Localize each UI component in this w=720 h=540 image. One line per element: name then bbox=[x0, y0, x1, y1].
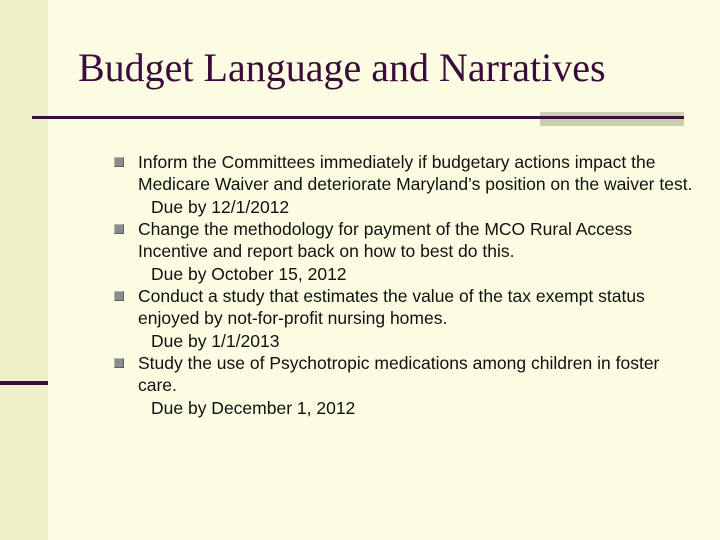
square-bullet-icon bbox=[114, 224, 124, 234]
bullet-item bbox=[114, 218, 694, 285]
bullet-text: Study the use of Psychotropic medications among children in foster care. bbox=[138, 353, 660, 395]
bullet-due-date: Due by 1/1/2013 bbox=[151, 331, 280, 351]
bullet-text: Change the methodology for payment of the MCO Rural Access Incentive and report back on how to best do this. bbox=[138, 219, 633, 261]
bullet-due-date: Due by 12/1/2012 bbox=[151, 197, 290, 217]
square-bullet-icon bbox=[114, 291, 124, 301]
bullet-text: Inform the Committees immediately if budgetary actions impact the Medicare Waiver and deteriorate Maryland’s position on the waiver test. bbox=[138, 152, 693, 194]
bullet-due-date: Due by December 1, 2012 bbox=[151, 398, 356, 418]
title-underline-extension bbox=[540, 116, 684, 119]
left-decorative-band bbox=[0, 0, 48, 540]
bullet-text: Conduct a study that estimates the value of the tax exempt status enjoyed by not-for-profit nursing homes. bbox=[138, 286, 645, 328]
slide-title: Budget Language and Narratives bbox=[78, 45, 606, 90]
bullet-item bbox=[114, 285, 694, 352]
title-underline bbox=[32, 116, 540, 119]
square-bullet-icon bbox=[114, 358, 124, 368]
square-bullet-icon bbox=[114, 157, 124, 167]
bullet-item bbox=[114, 352, 694, 419]
bullet-due-date: Due by October 15, 2012 bbox=[151, 264, 347, 284]
bullet-list bbox=[114, 151, 694, 419]
left-accent-bar bbox=[0, 381, 48, 385]
bullet-item bbox=[114, 151, 694, 218]
title-rule-highlight bbox=[540, 112, 684, 126]
